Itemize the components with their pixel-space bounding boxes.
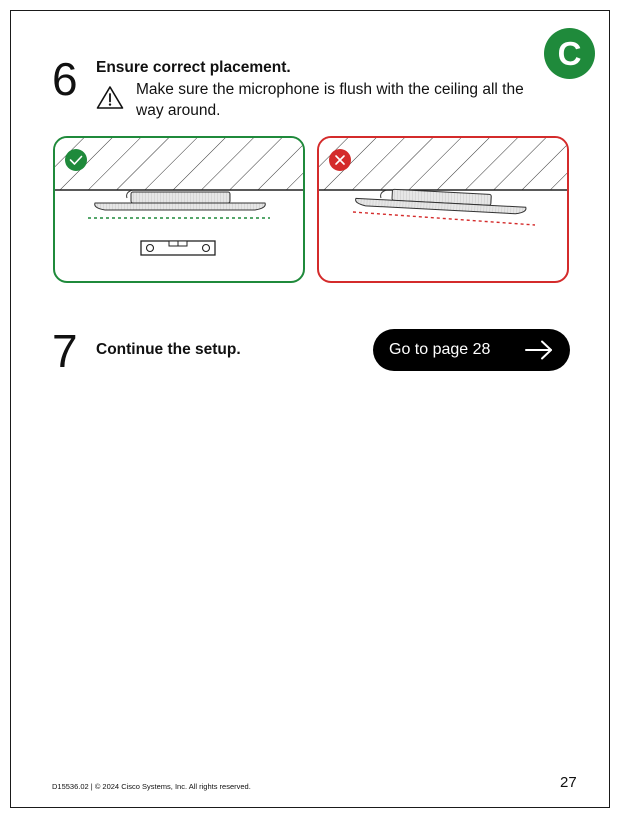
spirit-level-icon [141, 241, 215, 255]
footer-doc-info: D15536.02 | © 2024 Cisco Systems, Inc. All rights reserved. [52, 782, 251, 791]
page-number: 27 [560, 774, 577, 791]
step-6-instruction: Make sure the microphone is flush with the ceiling all the way around. [136, 81, 524, 119]
ceiling [55, 138, 303, 190]
step-6-title: Ensure correct placement. [96, 59, 291, 76]
microphone-flush [95, 192, 266, 210]
microphone-tilted [355, 187, 526, 214]
warning-triangle-icon [96, 85, 124, 110]
illustration-correct-placement [53, 136, 305, 283]
close-icon [329, 149, 351, 171]
arrow-right-icon [524, 340, 554, 360]
step-7-title: Continue the setup. [96, 341, 241, 358]
illustration-incorrect-placement [317, 136, 569, 283]
go-to-page-label: Go to page 28 [389, 341, 491, 358]
page-border [10, 10, 610, 808]
step-6-number: 6 [52, 53, 78, 105]
tilt-line [353, 212, 535, 225]
check-icon [65, 149, 87, 171]
go-to-page-button[interactable] [373, 329, 570, 371]
ceiling [319, 138, 567, 190]
section-badge: C [544, 28, 595, 79]
step-7-number: 7 [52, 325, 78, 377]
